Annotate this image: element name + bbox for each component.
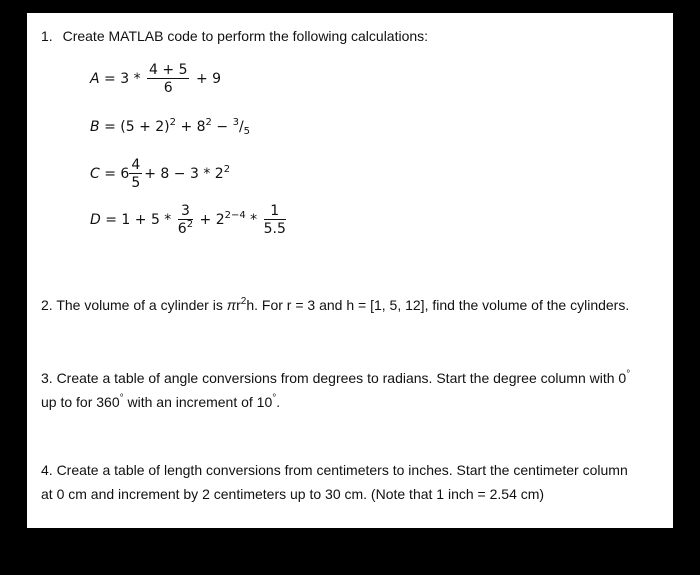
equation-b-main: = (5 + 2)	[104, 119, 170, 135]
question-3-degree-2: °	[119, 393, 124, 404]
equation-d-mid: + 2	[199, 212, 225, 228]
question-1-heading	[41, 28, 428, 44]
equation-a-eq: = 3 *	[104, 71, 141, 87]
question-3-text-mid2: with an increment of 10	[123, 394, 273, 410]
question-2-r: r	[236, 297, 241, 313]
question-4-line-2: at 0 cm and increment by 2 centimeters up to 30 cm. (Note that 1 inch = 2.54 cm)	[41, 486, 545, 502]
equation-d-lhs: D	[90, 212, 101, 228]
equation-b-mid: + 8	[176, 119, 206, 135]
document-page	[27, 13, 673, 528]
equation-d-denominator-1-exp: 2	[186, 219, 194, 230]
equation-b-exp2: 2	[205, 117, 212, 128]
equation-a	[90, 63, 221, 95]
equation-a-lhs: A	[90, 71, 100, 87]
question-3	[41, 366, 661, 414]
equation-d-fraction-1	[178, 204, 193, 236]
equation-d-numerator-1: 3	[178, 204, 193, 220]
equation-d-fraction-2	[264, 204, 286, 236]
equation-c-lhs: C	[90, 166, 100, 182]
equation-c-rest: + 8 − 3 * 2	[144, 166, 224, 182]
equation-c	[90, 158, 230, 190]
equation-b-fraction-slash: /	[238, 119, 244, 135]
equation-d-denominator-1-base: 6	[177, 221, 187, 237]
equation-b-lhs: B	[90, 119, 100, 135]
question-3-text-pre: 3. Create a table of angle conversions from degrees to radians. Start the degree column with 0	[41, 370, 627, 386]
equation-a-rest: + 9	[195, 71, 222, 87]
equation-a-denominator: 6	[163, 80, 173, 96]
question-3-text-mid: up to for 360	[41, 394, 120, 410]
question-2-text-post: h. For r = 3 and h = [1, 5, 12], find the volume of the cylinders.	[246, 297, 630, 313]
question-2-text-pre: 2. The volume of a cylinder is	[41, 297, 227, 313]
equation-c-exp: 2	[223, 164, 231, 175]
equation-a-numerator: 4 + 5	[149, 62, 188, 78]
equation-d-exp: 2−4	[224, 210, 246, 221]
question-3-degree-1: °	[626, 369, 631, 380]
equation-d-denominator-2: 5.5	[263, 221, 286, 237]
question-1-number: 1.	[41, 28, 53, 44]
equation-b-fraction-numerator: 3	[232, 117, 239, 128]
equation-d-denominator-1	[178, 220, 193, 236]
equation-d	[90, 204, 288, 236]
equation-b-minus: −	[211, 119, 233, 135]
equation-b-fraction-denominator: 5	[243, 126, 251, 137]
equation-a-fraction	[147, 63, 189, 95]
equation-b-exp1: 2	[169, 117, 176, 128]
equation-c-denominator: 5	[131, 175, 141, 191]
question-2	[41, 293, 629, 317]
equation-d-star: *	[250, 212, 258, 228]
equation-d-numerator-2: 1	[264, 204, 286, 220]
equation-c-eq: = 6	[104, 166, 130, 182]
equation-d-eq: = 1 + 5 *	[105, 212, 172, 228]
question-1-text: Create MATLAB code to perform the following calculations:	[62, 28, 429, 44]
question-2-r-exp: 2	[240, 296, 247, 307]
question-3-degree-3: °	[272, 393, 277, 404]
question-4	[41, 458, 661, 506]
question-3-text-end: .	[276, 394, 281, 410]
pi-symbol: π	[226, 297, 237, 313]
question-4-line-1: 4. Create a table of length conversions from centimeters to inches. Start the centimeter column	[41, 462, 628, 478]
equation-c-numerator: 4	[131, 157, 141, 173]
equation-b	[90, 119, 250, 135]
equation-c-fraction	[129, 158, 142, 190]
